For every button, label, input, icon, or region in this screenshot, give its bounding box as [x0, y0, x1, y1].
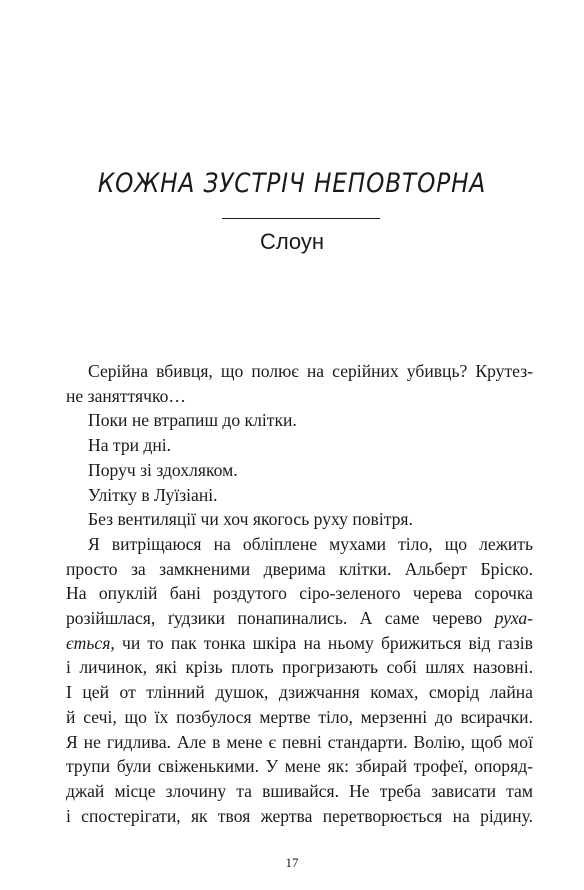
text-line: Без вентиляції чи хоч якогось руху повітря.	[88, 509, 413, 530]
text-line: Я не гидлива. Але в мене є певні стандарти. Волію, щоб мої	[66, 731, 533, 752]
text-line: й сечі, що їх позбулося мертве тіло, мерзенні до всирачки.	[66, 706, 533, 727]
emphasis-text: ється,	[66, 632, 115, 653]
text-line: І цей от тлінний душок, дзижчання комах, сморід лайна	[66, 682, 533, 703]
body-text	[66, 359, 533, 828]
chapter-title: КОЖНА ЗУСТРІЧ НЕПОВТОРНА	[97, 168, 487, 199]
text-line: На три дні.	[88, 435, 172, 456]
text-fragment: чи то пак тонка шкіра на ньому брижиться від газів	[121, 632, 533, 653]
chapter-narrator: Слоун	[259, 229, 325, 254]
page-number: 17	[285, 855, 299, 870]
text-line: Я витріщаюся на обліплене мухами тіло, що лежить	[88, 533, 533, 554]
text-line: і личинок, які крізь плоть прогризають собі шлях назовні.	[66, 657, 533, 678]
text-line: і спостерігати, як твоя жертва перетворюється на рідину.	[66, 805, 533, 826]
text-line	[66, 631, 533, 656]
text-line	[66, 606, 533, 631]
text-line: На опуклій бані роздутого сіро-зеленого черева сорочка	[66, 583, 533, 604]
text-line: Поруч зі здохляком.	[88, 459, 238, 480]
text-line: Поки не втрапиш до клітки.	[88, 410, 297, 431]
text-line: джай місце злочину та вшивайся. Не треба зависати там	[66, 780, 533, 801]
text-line: Серійна вбивця, що полює на серійних убивць? Крутез-	[88, 361, 533, 381]
emphasis-text: руха-	[494, 608, 533, 629]
text-fragment: розійшлася, ґудзики понапинались. А саме черево	[66, 608, 483, 629]
text-line: просто за замкненими дверима клітки. Альберт Бріско.	[66, 558, 533, 579]
text-line: Улітку в Луїзіані.	[88, 484, 218, 505]
title-divider	[222, 218, 380, 219]
text-line: трупи були свіженькими. У мене як: збирай трофеї, опоряд-	[66, 756, 533, 777]
text-line: не заняттячко…	[66, 385, 187, 406]
